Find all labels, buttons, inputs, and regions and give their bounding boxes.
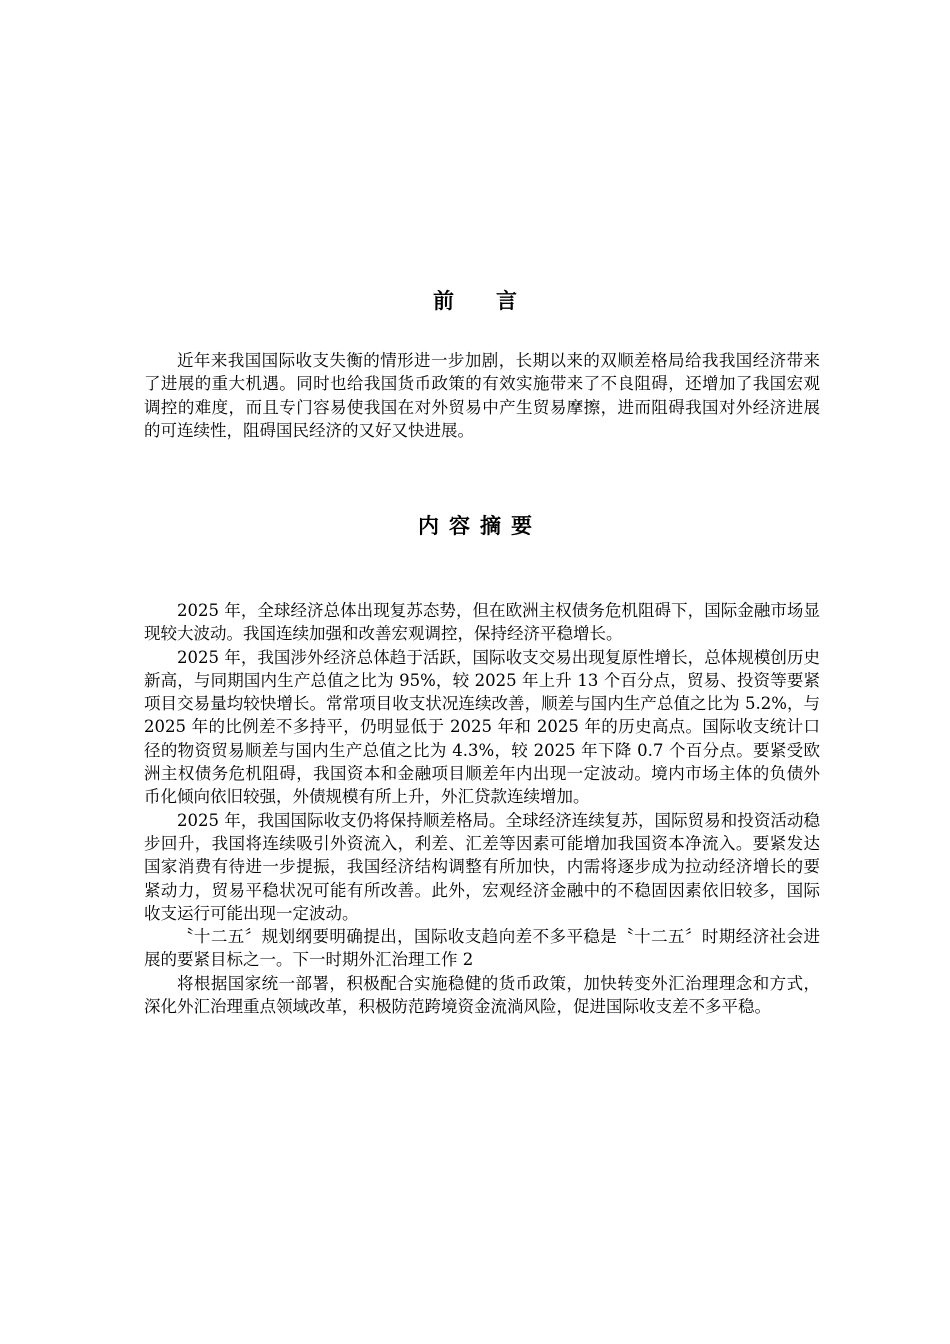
preface-title: 前言: [433, 288, 559, 313]
summary-paragraph: 2025 年，我国涉外经济总体趋于活跃，国际收支交易出现复原性增长，总体规模创历史新高，与同期国内生产总值之比为 95%，较 2025 年上升 13 个百分点，贸易、投资等要紧项目交易量均较快增长。常常项目收支状况连续改善，顺差与国内生产总值之比为 5.2%，与 2025 年的比例差不多持平，仍明显低于 2025 年和 2025 年的历史高点。国际收支统计口径的物资贸易顺差与国内生产总值之比为 4.3%，较 2025 年下降 0.7 个百分点。要紧受欧洲主权债务危机阻碍，我国资本和金融项目顺差年内出现一定波动。境内市场主体的负债外币化倾向依旧较强，外债规模有所上升，外汇贷款连续增加。: [144, 647, 820, 807]
summary-paragraph: 将根据国家统一部署，积极配合实施稳健的货币政策，加快转变外汇治理理念和方式，深化外汇治理重点领域改革，积极防范跨境资金流淌风险，促进国际收支差不多平稳。: [144, 973, 820, 1017]
summary-title: 内容摘要: [418, 513, 542, 538]
preface-paragraph: 近年来我国国际收支失衡的情形进一步加剧，长期以来的双顺差格局给我我国经济带来了进展的重大机遇。同时也给我国货币政策的有效实施带来了不良阻碍，还增加了我国宏观调控的难度，而且专门容易使我国在对外贸易中产生贸易摩擦，进而阻碍我国对外经济进展的可连续性，阻碍国民经济的又好又快进展。: [144, 351, 820, 440]
summary-paragraph: 〝十二五〞规划纲要明确提出，国际收支趋向差不多平稳是〝十二五〞时期经济社会进展的要紧目标之一。下一时期外汇治理工作 2: [144, 927, 820, 970]
preface-body: [144, 349, 820, 442]
summary-paragraph: 2025 年，我国国际收支仍将保持顺差格局。全球经济连续复苏，国际贸易和投资活动稳步回升，我国将连续吸引外资流入，利差、汇差等因素可能增加我国资本净流入。要紧发达国家消费有待进一步提振，我国经济结构调整有所加快，内需将逐步成为拉动经济增长的要紧动力，贸易平稳状况可能有所改善。此外，宏观经济金融中的不稳固因素依旧较多，国际收支运行可能出现一定波动。: [144, 810, 820, 923]
summary-body: [144, 599, 820, 1018]
summary-paragraph: 2025 年，全球经济总体出现复苏态势，但在欧洲主权债务危机阻碍下，国际金融市场显现较大波动。我国连续加强和改善宏观调控，保持经济平稳增长。: [144, 601, 820, 644]
